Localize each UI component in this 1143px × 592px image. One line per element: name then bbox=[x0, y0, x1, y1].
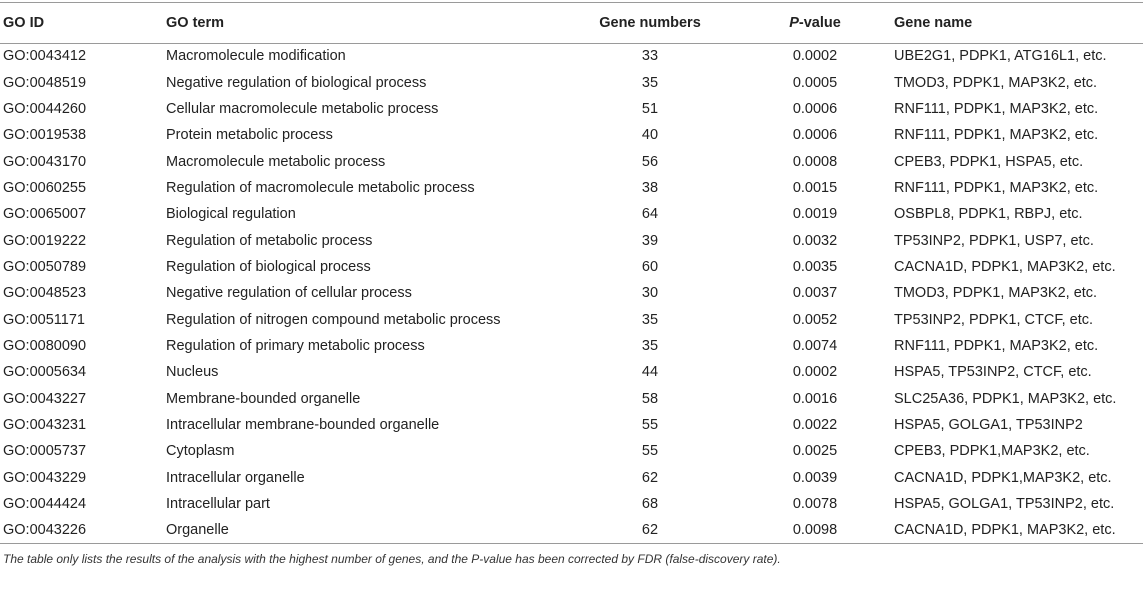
cell-go-id: GO:0043229 bbox=[3, 469, 87, 486]
header-go-id: GO ID bbox=[0, 3, 166, 43]
cell-gene-numbers: 35 bbox=[641, 311, 659, 328]
table-row bbox=[0, 96, 1143, 122]
table-footnote: The table only lists the results of the analysis with the highest number of genes, and the P-value has been corrected by FDR (false-discovery rate). bbox=[3, 552, 781, 567]
cell-p-value: 0.0008 bbox=[792, 153, 838, 170]
cell-p-value: 0.0074 bbox=[792, 337, 838, 354]
cell-gene-name: CACNA1D, PDPK1,MAP3K2, etc. bbox=[894, 469, 1112, 486]
cell-go-id: GO:0005737 bbox=[3, 443, 87, 460]
header-go-term: GO term bbox=[166, 3, 564, 43]
cell-gene-numbers: 56 bbox=[641, 153, 659, 170]
table-row bbox=[0, 175, 1143, 201]
cell-gene-numbers: 58 bbox=[641, 390, 659, 407]
cell-p-value: 0.0002 bbox=[792, 364, 838, 381]
cell-p-value: 0.0032 bbox=[792, 232, 838, 249]
cell-gene-name: HSPA5, GOLGA1, TP53INP2, etc. bbox=[894, 496, 1115, 513]
cell-go-id: GO:0050789 bbox=[3, 258, 87, 275]
cell-gene-name: CACNA1D, PDPK1, MAP3K2, etc. bbox=[894, 517, 1143, 543]
cell-gene-numbers: 35 bbox=[641, 337, 659, 354]
cell-gene-numbers: 38 bbox=[641, 179, 659, 196]
table-row bbox=[0, 306, 1143, 332]
cell-go-id: GO:0044424 bbox=[3, 496, 87, 513]
cell-gene-name: OSBPL8, PDPK1, RBPJ, etc. bbox=[894, 206, 1083, 223]
table-header bbox=[0, 3, 1143, 43]
cell-gene-numbers: 60 bbox=[641, 258, 659, 275]
cell-gene-numbers: 40 bbox=[641, 127, 659, 144]
cell-go-term: Regulation of macromolecule metabolic process bbox=[166, 179, 475, 196]
cell-gene-numbers: 33 bbox=[641, 48, 659, 65]
cell-go-id: GO:0043231 bbox=[3, 416, 87, 433]
cell-go-term: Regulation of metabolic process bbox=[166, 232, 373, 249]
cell-go-term: Membrane-bounded organelle bbox=[166, 390, 361, 407]
table-row bbox=[0, 43, 1143, 69]
cell-gene-name: SLC25A36, PDPK1, MAP3K2, etc. bbox=[894, 390, 1117, 407]
table-row bbox=[0, 227, 1143, 253]
cell-gene-numbers: 30 bbox=[641, 285, 659, 302]
cell-go-id: GO:0043170 bbox=[3, 153, 87, 170]
cell-go-id: GO:0019222 bbox=[3, 232, 87, 249]
cell-gene-name: RNF111, PDPK1, MAP3K2, etc. bbox=[894, 127, 1099, 144]
table-body bbox=[0, 43, 1143, 544]
cell-go-term: Negative regulation of biological process bbox=[166, 74, 427, 91]
cell-gene-name: TMOD3, PDPK1, MAP3K2, etc. bbox=[894, 285, 1098, 302]
cell-go-term: Nucleus bbox=[166, 364, 219, 381]
cell-gene-numbers: 68 bbox=[641, 496, 659, 513]
table-row bbox=[0, 148, 1143, 174]
cell-p-value: 0.0035 bbox=[792, 258, 838, 275]
cell-p-value: 0.0006 bbox=[792, 127, 838, 144]
table-row bbox=[0, 412, 1143, 438]
cell-go-term: Negative regulation of cellular process bbox=[166, 285, 412, 302]
cell-go-id: GO:0043226 bbox=[0, 517, 166, 543]
cell-go-term: Cellular macromolecule metabolic process bbox=[166, 100, 439, 117]
cell-gene-numbers: 39 bbox=[641, 232, 659, 249]
cell-go-term: Intracellular part bbox=[166, 496, 270, 513]
cell-gene-name: CACNA1D, PDPK1, MAP3K2, etc. bbox=[894, 258, 1116, 275]
cell-gene-name: TMOD3, PDPK1, MAP3K2, etc. bbox=[894, 74, 1098, 91]
table-row bbox=[0, 254, 1143, 280]
cell-p-value: 0.0052 bbox=[792, 311, 838, 328]
header-gene-name: Gene name bbox=[894, 3, 1143, 43]
cell-gene-name: TP53INP2, PDPK1, USP7, etc. bbox=[894, 232, 1094, 249]
cell-gene-numbers: 62 bbox=[641, 469, 659, 486]
cell-p-value: 0.0002 bbox=[792, 48, 838, 65]
cell-go-term: Regulation of nitrogen compound metabolic process bbox=[166, 311, 501, 328]
cell-go-id: GO:0048523 bbox=[3, 285, 87, 302]
header-p-value-italic: P bbox=[789, 14, 799, 31]
cell-go-id: GO:0044260 bbox=[3, 100, 87, 117]
table-row bbox=[0, 438, 1143, 464]
cell-go-id: GO:0051171 bbox=[3, 311, 85, 328]
cell-p-value: 0.0025 bbox=[792, 443, 838, 460]
table-row bbox=[0, 385, 1143, 411]
cell-p-value: 0.0098 bbox=[736, 517, 894, 543]
cell-go-id: GO:0005634 bbox=[3, 364, 87, 381]
cell-gene-numbers: 35 bbox=[641, 74, 659, 91]
cell-go-id: GO:0080090 bbox=[3, 337, 87, 354]
cell-gene-name: HSPA5, TP53INP2, CTCF, etc. bbox=[894, 364, 1092, 381]
table-row bbox=[0, 333, 1143, 359]
cell-gene-numbers: 44 bbox=[641, 364, 659, 381]
cell-p-value: 0.0037 bbox=[792, 285, 838, 302]
table-row bbox=[0, 280, 1143, 306]
cell-go-term: Organelle bbox=[166, 517, 564, 543]
cell-gene-numbers: 51 bbox=[641, 100, 659, 117]
cell-p-value: 0.0039 bbox=[792, 469, 838, 486]
cell-go-term: Cytoplasm bbox=[166, 443, 235, 460]
table-row bbox=[0, 69, 1143, 95]
cell-go-id: GO:0019538 bbox=[3, 127, 87, 144]
header-p-value-rest: -value bbox=[798, 14, 841, 31]
cell-gene-numbers: 55 bbox=[641, 416, 659, 433]
cell-go-id: GO:0060255 bbox=[3, 179, 87, 196]
cell-go-id: GO:0043412 bbox=[3, 48, 87, 65]
cell-go-id: GO:0065007 bbox=[3, 206, 87, 223]
cell-gene-name: RNF111, PDPK1, MAP3K2, etc. bbox=[894, 179, 1099, 196]
cell-go-term: Intracellular organelle bbox=[166, 469, 305, 486]
cell-gene-numbers: 62 bbox=[564, 517, 736, 543]
cell-p-value: 0.0006 bbox=[792, 100, 838, 117]
cell-go-term: Macromolecule metabolic process bbox=[166, 153, 386, 170]
cell-gene-name: RNF111, PDPK1, MAP3K2, etc. bbox=[894, 100, 1099, 117]
cell-gene-name: TP53INP2, PDPK1, CTCF, etc. bbox=[894, 311, 1094, 328]
header-p-value bbox=[736, 3, 894, 43]
table-row bbox=[0, 359, 1143, 385]
cell-go-term: Regulation of biological process bbox=[166, 258, 371, 275]
table-row bbox=[0, 465, 1143, 491]
cell-go-term: Biological regulation bbox=[166, 206, 296, 223]
header-row bbox=[0, 3, 1143, 43]
cell-gene-name: CPEB3, PDPK1,MAP3K2, etc. bbox=[894, 443, 1090, 460]
header-gene-numbers: Gene numbers bbox=[564, 3, 736, 43]
cell-p-value: 0.0019 bbox=[792, 206, 838, 223]
table-row bbox=[0, 122, 1143, 148]
cell-p-value: 0.0016 bbox=[792, 390, 838, 407]
cell-go-term: Protein metabolic process bbox=[166, 127, 333, 144]
cell-go-term: Macromolecule modification bbox=[166, 48, 346, 65]
cell-gene-name: CPEB3, PDPK1, HSPA5, etc. bbox=[894, 153, 1084, 170]
cell-go-term: Intracellular membrane-bounded organelle bbox=[166, 416, 440, 433]
cell-p-value: 0.0022 bbox=[792, 416, 838, 433]
cell-go-term: Regulation of primary metabolic process bbox=[166, 337, 425, 354]
table-row bbox=[0, 491, 1143, 517]
cell-go-id: GO:0048519 bbox=[3, 74, 87, 91]
cell-p-value: 0.0078 bbox=[792, 496, 838, 513]
cell-p-value: 0.0015 bbox=[792, 179, 838, 196]
go-enrichment-table bbox=[0, 3, 1143, 544]
cell-gene-name: RNF111, PDPK1, MAP3K2, etc. bbox=[894, 337, 1099, 354]
go-enrichment-table-wrapper bbox=[0, 3, 1143, 544]
cell-gene-numbers: 55 bbox=[641, 443, 659, 460]
table-row bbox=[0, 201, 1143, 227]
cell-go-id: GO:0043227 bbox=[3, 390, 87, 407]
cell-gene-numbers: 64 bbox=[641, 206, 659, 223]
cell-gene-name: UBE2G1, PDPK1, ATG16L1, etc. bbox=[894, 48, 1107, 65]
cell-p-value: 0.0005 bbox=[792, 74, 838, 91]
table-row bbox=[0, 517, 1143, 543]
cell-gene-name: HSPA5, GOLGA1, TP53INP2 bbox=[894, 416, 1083, 433]
